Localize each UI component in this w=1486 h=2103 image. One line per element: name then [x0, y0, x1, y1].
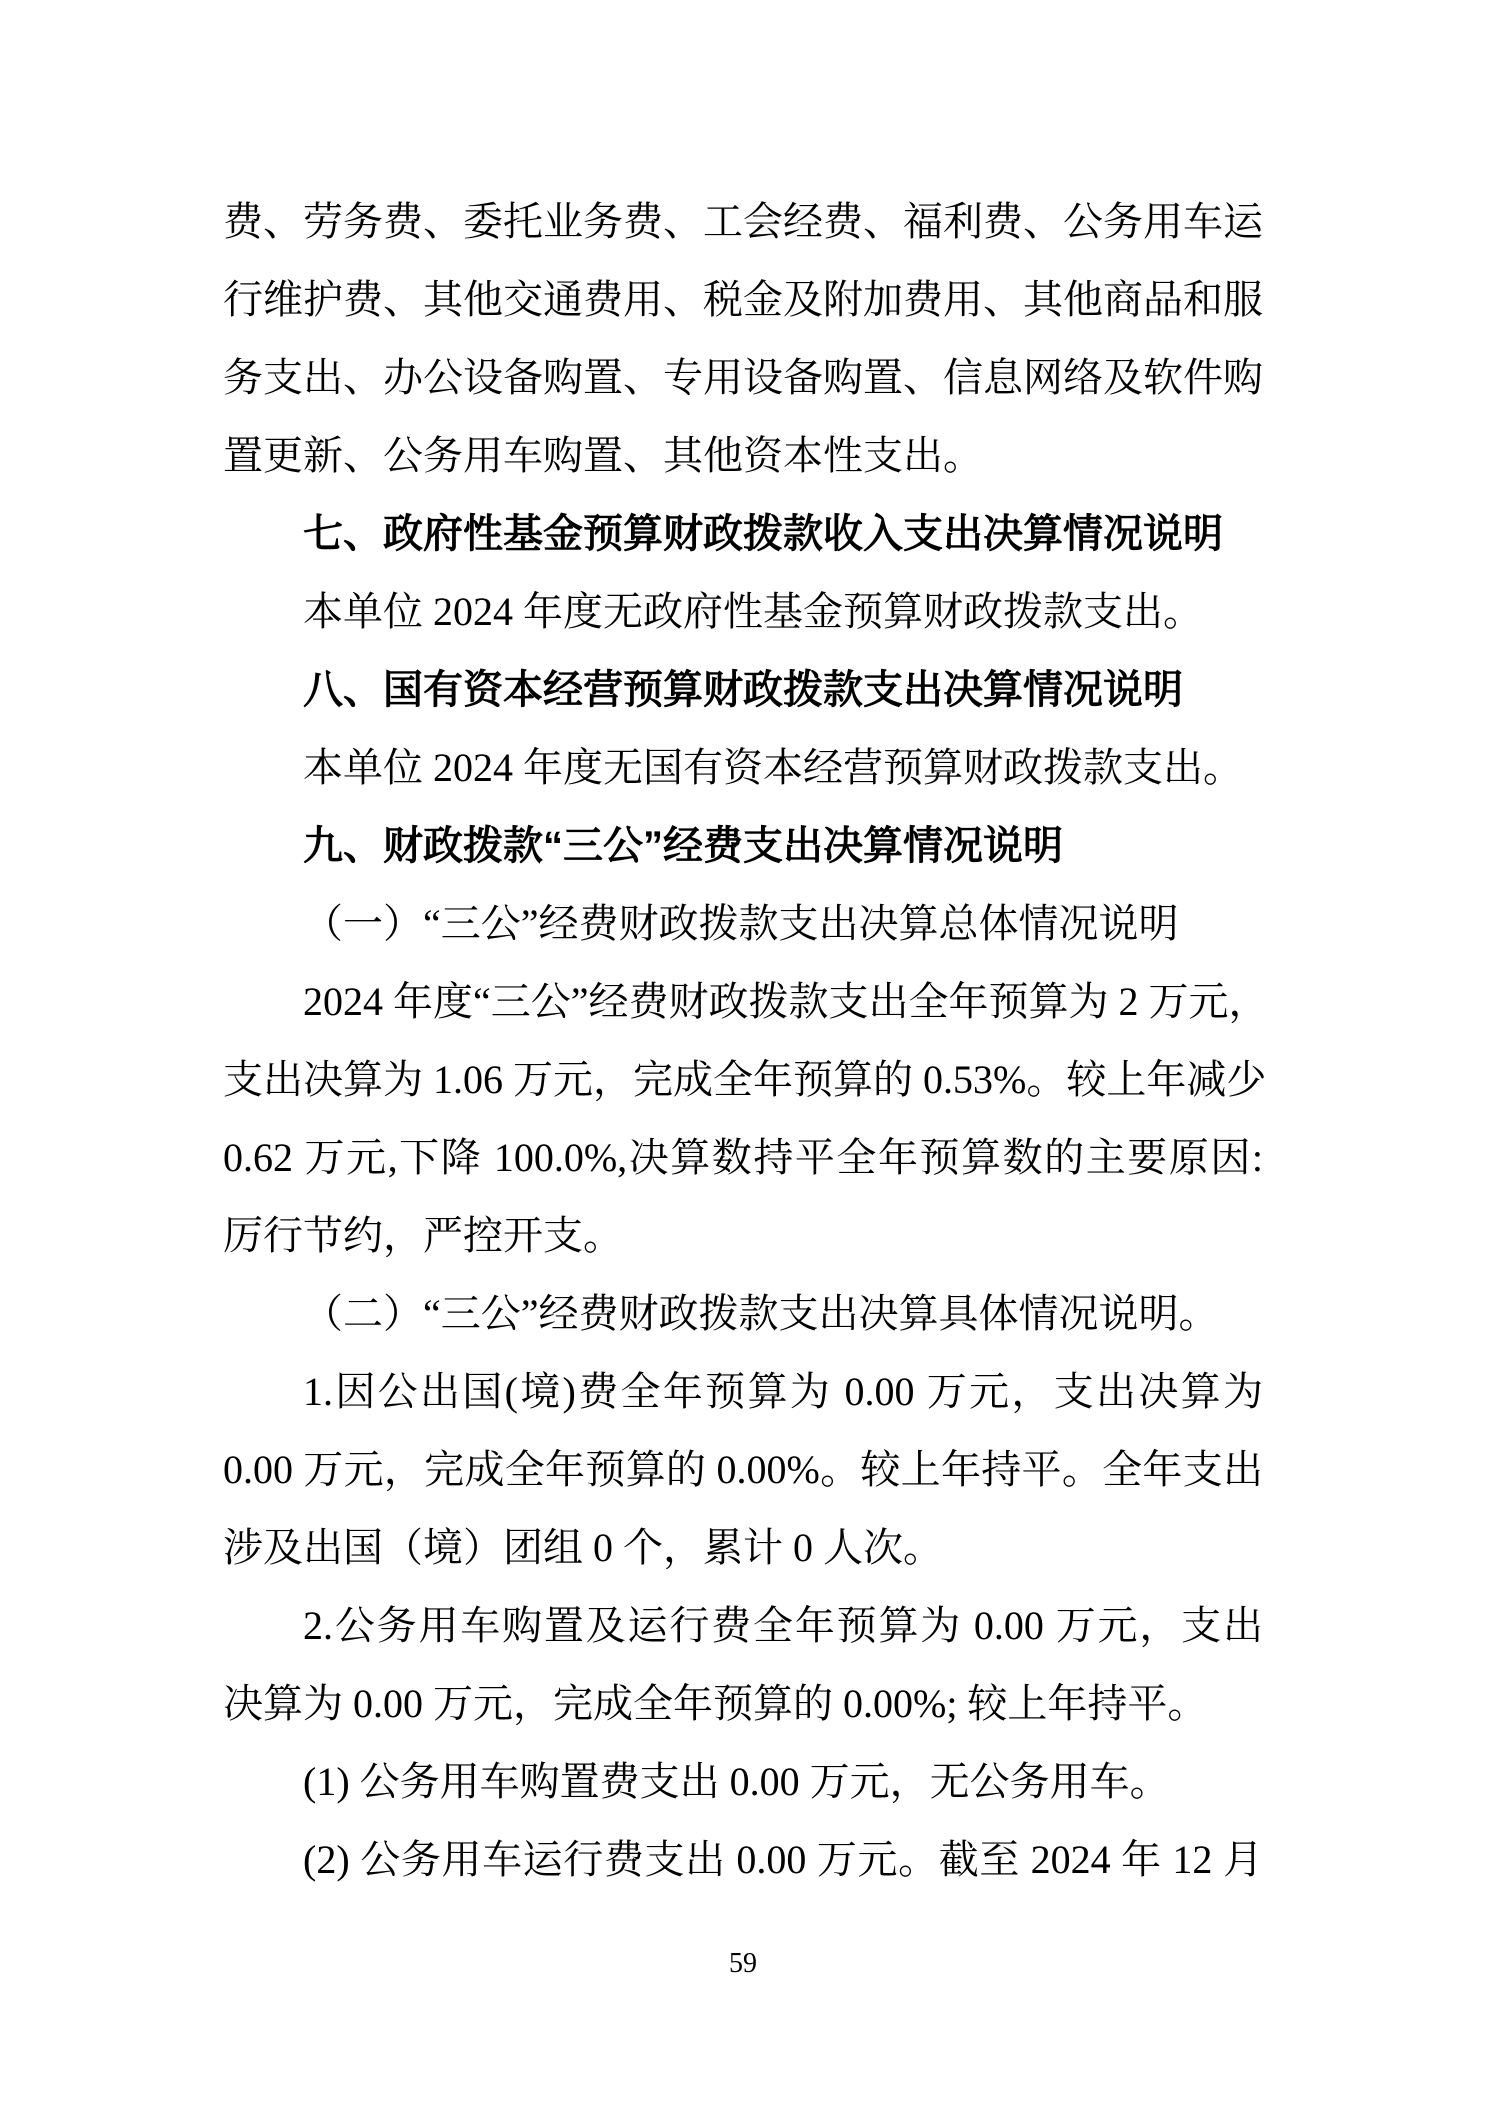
text-line: (1) 公务用车购置费支出 0.00 万元，无公务用车。: [303, 1759, 1170, 1804]
text-line: 本单位 2024 年度无国有资本经营预算财政拨款支出。: [303, 745, 1243, 790]
text-line: 费、劳务费、委托业务费、工会经费、福利费、公务用车运: [223, 199, 1263, 244]
text-line: 0.00 万元，完成全年预算的 0.00%。较上年持平。全年支出: [223, 1447, 1263, 1492]
text-line: 涉及出国（境）团组 0 个，累计 0 人次。: [223, 1525, 943, 1570]
heading-section-7: 七、政府性基金预算财政拨款收入支出决算情况说明: [303, 512, 1223, 556]
text-line: 支出决算为 1.06 万元，完成全年预算的 0.53%。较上年减少: [223, 1057, 1267, 1102]
text-line: 决算为 0.00 万元，完成全年预算的 0.00%; 较上年持平。: [223, 1681, 1208, 1726]
document-body: [223, 183, 1269, 1899]
text-line: 行维护费、其他交通费用、税金及附加费用、其他商品和服: [223, 277, 1263, 322]
text-line: 务支出、办公设备购置、专用设备购置、信息网络及软件购: [223, 355, 1263, 400]
text-line: 2.公务用车购置及运行费全年预算为 0.00 万元，支出: [303, 1603, 1263, 1648]
text-line: （一）“三公”经费财政拨款支出决算总体情况说明: [303, 901, 1179, 946]
text-line: 本单位 2024 年度无政府性基金预算财政拨款支出。: [303, 589, 1203, 634]
text-line: 厉行节约，严控开支。: [223, 1213, 623, 1258]
heading-section-8: 八、国有资本经营预算财政拨款支出决算情况说明: [303, 668, 1183, 712]
text-line: 0.62 万元,下降 100.0%,决算数持平全年预算数的主要原因:: [223, 1135, 1263, 1180]
text-line: 置更新、公务用车购置、其他资本性支出。: [223, 433, 983, 478]
text-line: （二）“三公”经费财政拨款支出决算具体情况说明。: [303, 1291, 1219, 1336]
text-line: 1.因公出国(境)费全年预算为 0.00 万元，支出决算为: [303, 1369, 1263, 1414]
text-line: 2024 年度“三公”经费财政拨款支出全年预算为 2 万元，: [303, 979, 1269, 1024]
page-number: 59: [729, 1948, 757, 1979]
text-line: (2) 公务用车运行费支出 0.00 万元。截至 2024 年 12 月: [303, 1837, 1263, 1882]
heading-section-9: 九、财政拨款“三公”经费支出决算情况说明: [303, 824, 1063, 868]
